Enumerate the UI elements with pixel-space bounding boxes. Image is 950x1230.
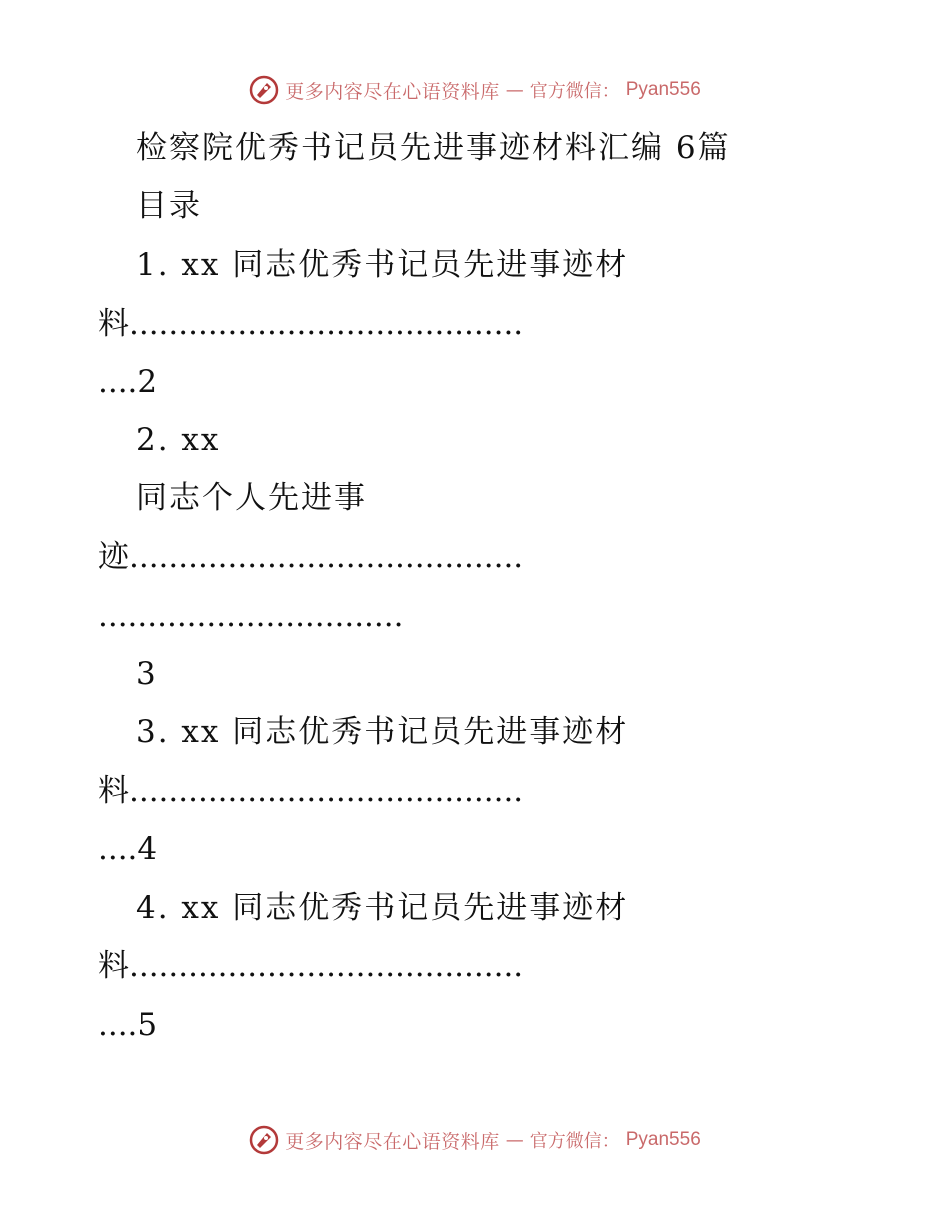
toc-entry-4-leader: 料........................................ (98, 948, 524, 984)
watermark-separator: — (505, 1129, 524, 1151)
toc-entry-2-page: 3 (136, 656, 158, 692)
toc-entry-2-number: 2. xx (136, 422, 221, 458)
toc-entry-4-title: 4. xx 同志优秀书记员先进事迹材 (136, 890, 629, 926)
toc-entry-2-leader-continued: ............................... (98, 598, 404, 634)
toc-entry-4-page: ....5 (98, 1007, 158, 1043)
watermark-label: 官方微信： (529, 1131, 620, 1152)
watermark-label: 官方微信： (529, 81, 620, 102)
watermark-separator: — (505, 79, 524, 101)
footer-watermark (0, 1120, 950, 1160)
watermark-site-text: 更多内容尽在心语资料库 (285, 1130, 500, 1153)
toc-entry-3-page: ....4 (98, 831, 158, 867)
header-watermark (0, 70, 950, 110)
pen-nib-logo-icon (249, 75, 279, 105)
toc-entry-2-title: 同志个人先进事 (136, 480, 367, 516)
toc-entry-1-title: 1. xx 同志优秀书记员先进事迹材 (136, 247, 629, 283)
toc-entry-3-leader: 料........................................ (98, 773, 524, 809)
toc-entry-3-title: 3. xx 同志优秀书记员先进事迹材 (136, 714, 629, 750)
watermark-wechat-id: Pyan556 (625, 79, 701, 100)
document-title: 检察院优秀书记员先进事迹材料汇编 6篇 (136, 130, 731, 166)
toc-heading: 目录 (136, 188, 202, 224)
pen-nib-logo-icon (249, 1125, 279, 1155)
watermark-wechat-id: Pyan556 (625, 1129, 701, 1150)
toc-entry-2-leader: 迹........................................ (98, 539, 524, 575)
watermark-site-text: 更多内容尽在心语资料库 (285, 80, 500, 103)
toc-entry-1-leader: 料........................................ (98, 306, 524, 342)
toc-entry-1-page: ....2 (98, 364, 158, 400)
